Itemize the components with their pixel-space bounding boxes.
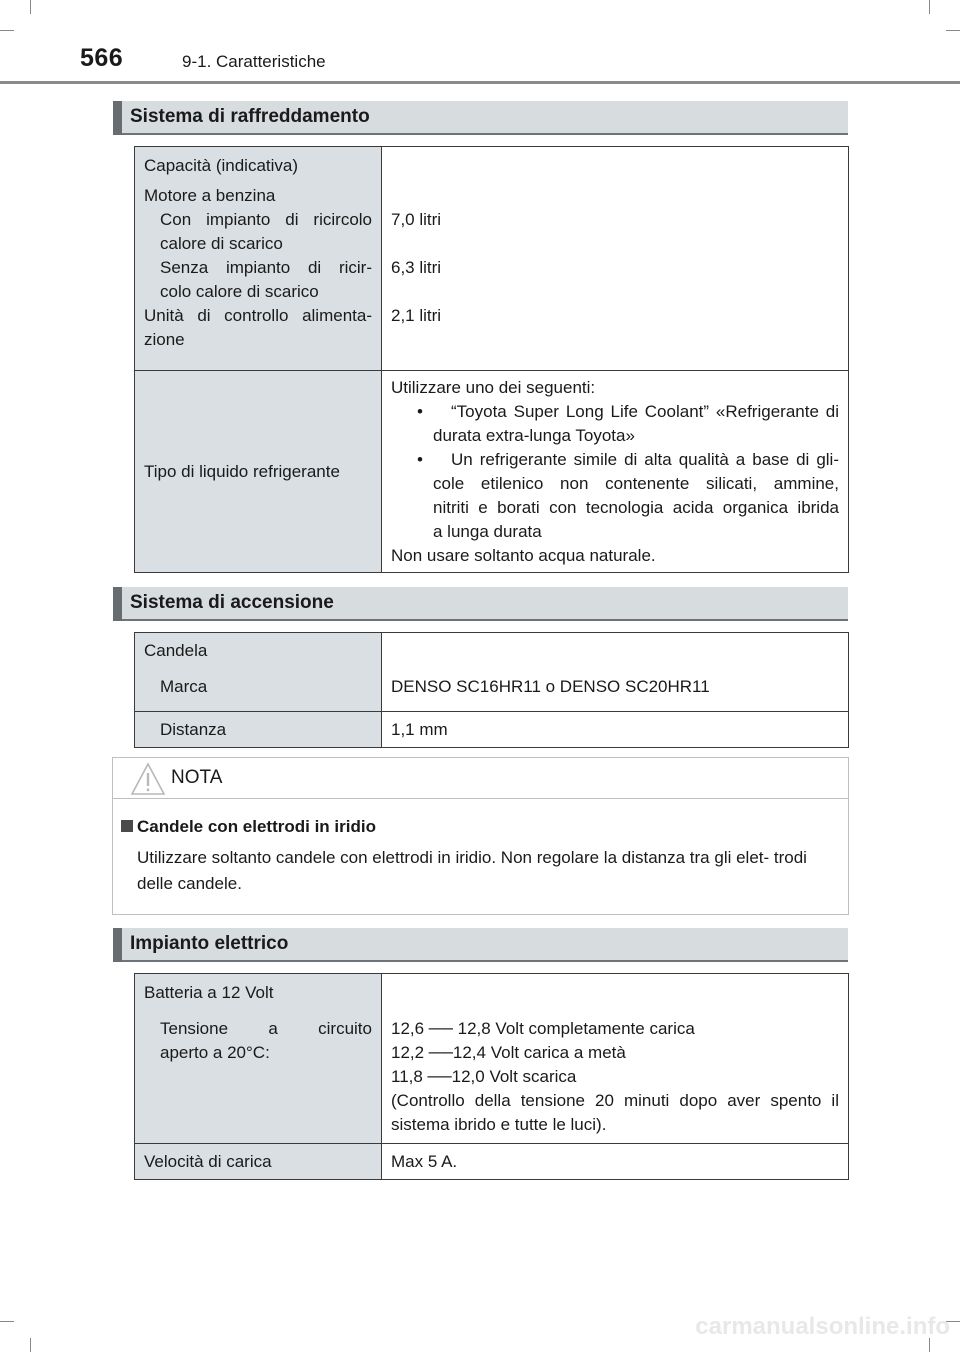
capacity-value-without: 6,3 litri xyxy=(391,258,442,277)
table-row xyxy=(135,633,849,712)
crop-mark xyxy=(30,0,31,14)
spark-plug-value xyxy=(391,639,839,663)
capacity-label-cell xyxy=(135,147,382,371)
note-subtitle: Candele con elettrodi in iridio xyxy=(137,817,376,836)
spark-plug-label-cell xyxy=(135,633,382,712)
bullet-line: durata extra-lunga Toyota» xyxy=(433,426,635,445)
gap-label: Distanza xyxy=(160,719,227,739)
with-recirculation-label: Con impianto di ricircolo xyxy=(160,210,372,229)
battery-label-cell xyxy=(135,974,382,1144)
crop-mark xyxy=(0,30,14,31)
bullet-item: • “Toyota Super Long Life Coolant” «Refrigerante di xyxy=(391,400,839,424)
crop-mark xyxy=(929,0,930,14)
capacity-value-cell xyxy=(382,147,849,371)
open-circuit-voltage-label-cont: aperto a 20°C: xyxy=(160,1043,270,1062)
bullet-line: a lunga durata xyxy=(433,522,542,541)
charge-rate-label: Velocità di carica xyxy=(144,1151,272,1171)
note-box xyxy=(112,757,849,915)
table-row xyxy=(135,1144,849,1180)
table-row xyxy=(135,974,849,1144)
crop-mark xyxy=(0,1321,14,1322)
watermark: carmanualsonline.info xyxy=(695,1313,950,1340)
section-title: Impianto elettrico xyxy=(130,933,289,954)
voltage-discharged: 11,8 ──12,0 Volt scarica xyxy=(391,1067,577,1086)
bullet-line: cole etilenico non contenente silicati, ammine, xyxy=(433,474,839,493)
table-row xyxy=(135,712,849,748)
with-recirculation-label-cont: calore di scarico xyxy=(160,234,283,253)
capacity-value-pcu: 2,1 litri xyxy=(391,306,442,325)
spark-plug-label: Candela xyxy=(144,641,208,660)
crop-mark xyxy=(946,30,960,31)
coolant-value-cell xyxy=(382,371,849,573)
section-title: Sistema di accensione xyxy=(130,592,334,613)
coolant-label-cell xyxy=(135,371,382,573)
battery-value-cell xyxy=(382,974,849,1144)
note-text: Utilizzare soltanto candele con elettrodi in iridio. Non regolare la distanza tra gli elet- trodi delle candele. xyxy=(137,848,807,893)
ignition-table xyxy=(134,632,849,748)
electrical-table xyxy=(134,973,849,1180)
battery-label: Batteria a 12 Volt xyxy=(144,983,274,1002)
crop-mark xyxy=(30,1338,31,1352)
table-row xyxy=(135,147,849,371)
table-row xyxy=(135,371,849,573)
without-recirculation-label: Senza impianto di ricir- xyxy=(160,258,372,277)
section-heading-electrical xyxy=(113,928,848,962)
header-rule xyxy=(0,81,960,84)
spark-plug-value-cell xyxy=(382,633,849,712)
coolant-type-label: Tipo di liquido refrigerante xyxy=(144,461,340,481)
square-bullet-icon xyxy=(121,820,133,832)
brand-value: DENSO SC16HR11 o DENSO SC20HR11 xyxy=(391,677,710,696)
gap-value-cell xyxy=(382,712,849,748)
gap-label-cell xyxy=(135,712,382,748)
charge-rate-value-cell xyxy=(382,1144,849,1180)
without-recirculation-label-cont: colo calore di scarico xyxy=(160,282,319,301)
capacity-value-with: 7,0 litri xyxy=(391,210,442,229)
voltage-half-charge: 12,2 ──12,4 Volt carica a metà xyxy=(391,1043,626,1062)
open-circuit-voltage-label: Tensione a circuito xyxy=(160,1019,372,1038)
running-title: 9-1. Caratteristiche xyxy=(182,52,326,71)
power-control-unit-label-cont: zione xyxy=(144,330,185,349)
voltage-check-note: (Controllo della tensione 20 minuti dopo aver spento il xyxy=(391,1091,839,1110)
cooling-table xyxy=(134,146,849,573)
warning-triangle-icon xyxy=(130,762,166,796)
voltage-check-note-cont: sistema ibrido e tutte le luci). xyxy=(391,1115,607,1134)
section-heading-ignition xyxy=(113,587,848,621)
charge-rate-value: Max 5 A. xyxy=(391,1151,458,1171)
capacity-label: Capacità (indicativa) xyxy=(144,156,299,175)
note-title: NOTA xyxy=(171,767,223,788)
section-title: Sistema di raffreddamento xyxy=(130,106,370,127)
bullet-line: nitriti e borati con tecnologia acida organica ibrida xyxy=(433,498,839,517)
charge-rate-label-cell xyxy=(135,1144,382,1180)
bullet-dot: • xyxy=(417,450,423,469)
note-header xyxy=(113,758,848,799)
power-control-unit-label: Unità di controllo alimenta- xyxy=(144,306,372,325)
gap-value: 1,1 mm xyxy=(391,719,448,739)
coolant-intro: Utilizzare uno dei seguenti: xyxy=(391,378,596,397)
page-number: 566 xyxy=(80,44,124,72)
brand-label: Marca xyxy=(160,677,208,696)
section-heading-cooling xyxy=(113,101,848,135)
bullet-dot: • xyxy=(417,402,423,421)
voltage-full-charge: 12,6 ── 12,8 Volt completamente carica xyxy=(391,1019,695,1038)
engine-label: Motore a benzina xyxy=(144,186,276,205)
bullet-item: • Un refrigerante simile di alta qualità a base di gli- xyxy=(391,448,839,472)
coolant-note: Non usare soltanto acqua naturale. xyxy=(391,546,656,565)
